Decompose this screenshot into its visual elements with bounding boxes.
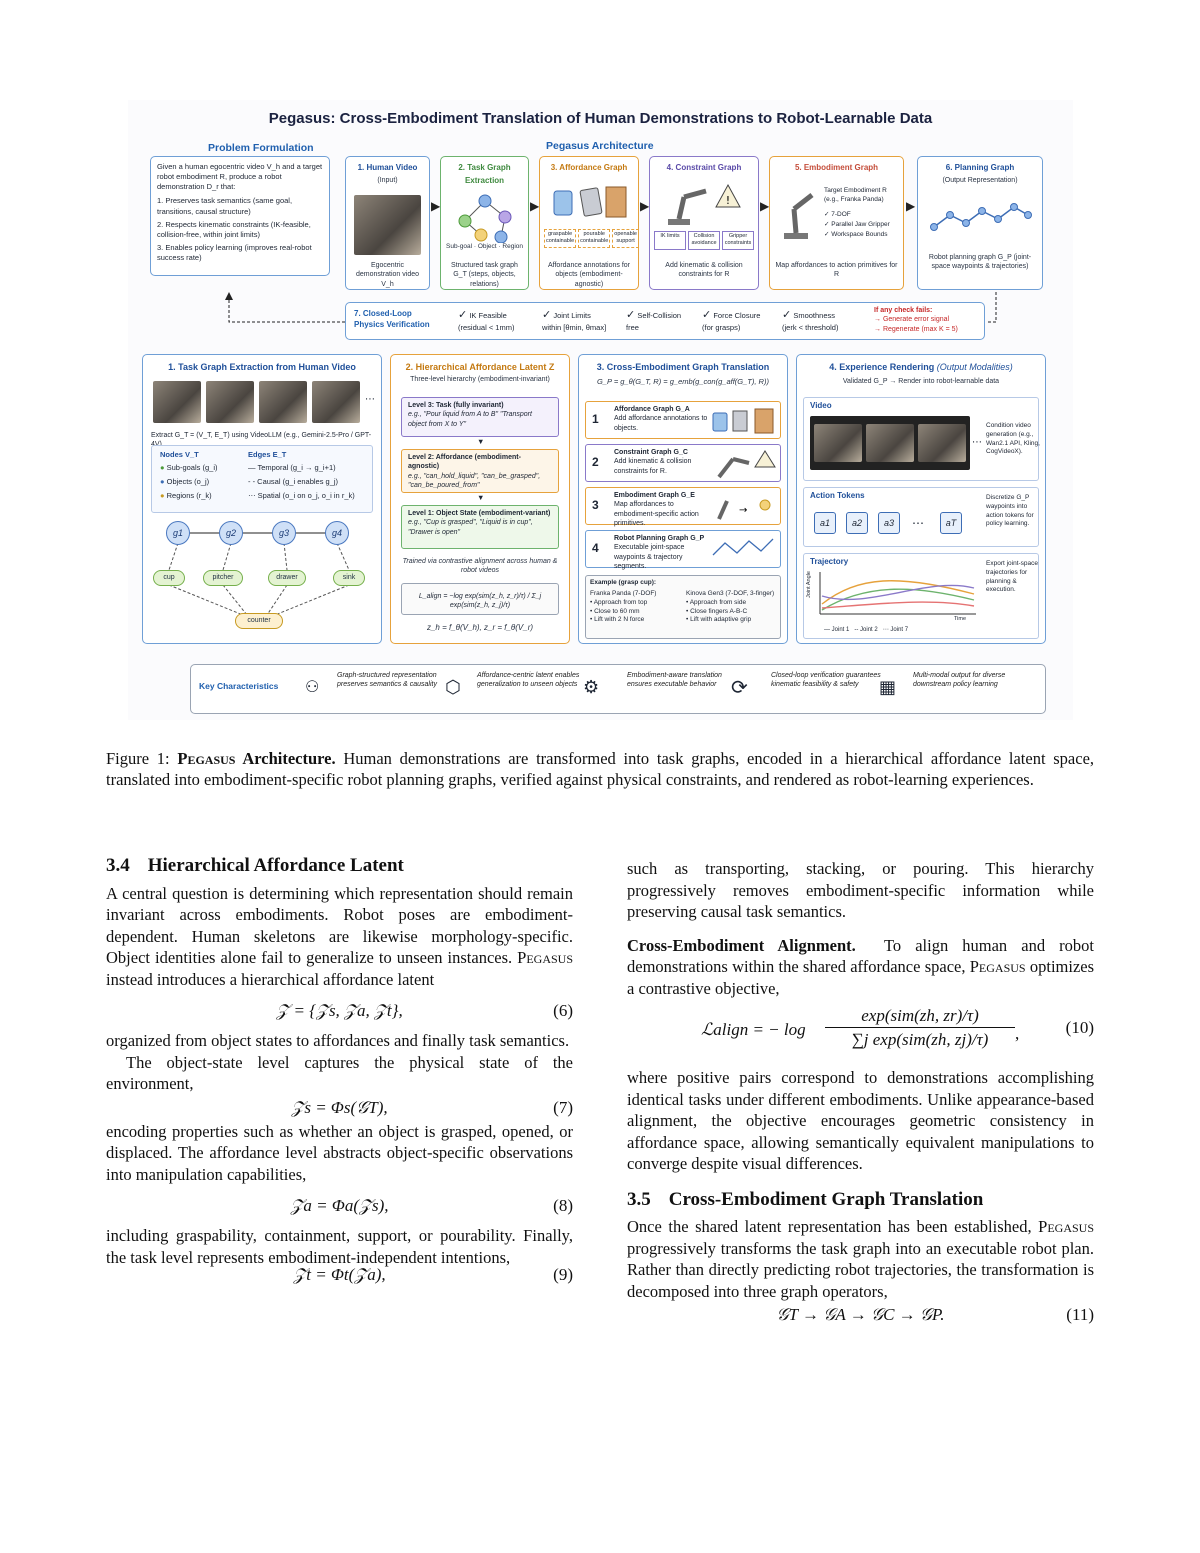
panel-experience-rendering bbox=[796, 354, 1046, 644]
check-detail: (jerk < threshold) bbox=[782, 322, 839, 332]
video-frame bbox=[153, 381, 201, 423]
check-dof: ✓ 7-DOF bbox=[824, 211, 851, 218]
caption-text: Human demonstrations are transformed into task graphs, encoded in a hierarchical affordance latent space, translated into embodiment-specific robot planning graphs, verified against physical constraints, and rendered as robot-learning experiences. bbox=[106, 749, 1095, 789]
equation-lhs: ℒalign = − log bbox=[701, 1020, 806, 1039]
section-number: 3.4 bbox=[106, 855, 130, 876]
video-frame bbox=[206, 381, 254, 423]
graph-leaf: cup bbox=[153, 570, 185, 586]
down-arrow-icon: ▼ bbox=[477, 493, 485, 502]
panel-task-graph-extraction bbox=[142, 354, 382, 644]
paragraph: including graspability, containment, support, or pourability. Finally, the task level represents embodiment-independent intentions, bbox=[106, 1226, 573, 1267]
stage-title: 1. Human Video bbox=[357, 163, 418, 172]
example-line: • Approach from top bbox=[590, 598, 648, 606]
stage-title: 4. Constraint Graph bbox=[666, 163, 742, 172]
action-token: a3 bbox=[878, 512, 900, 534]
franka-example bbox=[590, 590, 682, 625]
level-title: Level 1: Object State (embodiment-variant) bbox=[408, 510, 551, 517]
film-frame bbox=[866, 424, 914, 462]
film-strip bbox=[810, 416, 970, 470]
equation-number: (8) bbox=[553, 1196, 573, 1215]
stage-title: 5. Embodiment Graph bbox=[794, 163, 879, 172]
step-body: Add kinematic & collision constraints for R. bbox=[614, 458, 692, 475]
left-column bbox=[106, 855, 573, 1288]
text: Once the shared latent representation has been established, bbox=[627, 1217, 1032, 1236]
fail-title: If any check fails: bbox=[874, 307, 933, 314]
caption-bold: Architecture. bbox=[242, 749, 336, 768]
example-line: Franka Panda (7-DOF) bbox=[590, 590, 657, 597]
edge-label: Causal (g_i enables g_j) bbox=[257, 477, 339, 486]
extract-text: Extract G_T = (V_T, E_T) using VideoLLM (e.g., Gemini-2.5-Pro / GPT- bbox=[151, 432, 372, 439]
video-frame bbox=[259, 381, 307, 423]
traj-ylabel: Joint Angle bbox=[806, 571, 812, 598]
edge-type: - - Causal (g_i enables g_j) bbox=[248, 477, 339, 486]
level-task bbox=[401, 397, 559, 437]
stage-caption: Affordance annotations for objects (embodiment-agnostic) bbox=[548, 262, 630, 288]
svg-text:!: ! bbox=[725, 194, 731, 207]
output-title: Trajectory bbox=[810, 557, 849, 566]
edge-type: — Temporal (g_i → g_i+1) bbox=[248, 463, 336, 472]
fail-item: → Regenerate (max K = 5) bbox=[874, 325, 958, 333]
tag: graspable containable bbox=[544, 229, 576, 248]
verification-title: 7. Closed-Loop Physics Verification bbox=[354, 309, 430, 329]
check-detail: within [θmin, θmax] bbox=[542, 322, 607, 332]
text: instead introduces a hierarchical affordance latent bbox=[106, 969, 435, 989]
figure bbox=[128, 100, 1073, 720]
graph-leaf: counter bbox=[235, 613, 283, 629]
equation-number: (11) bbox=[1066, 1305, 1094, 1324]
kinova-example bbox=[686, 590, 782, 625]
panel-title: 2. Hierarchical Affordance Latent Z bbox=[405, 362, 555, 372]
trajectory-plot bbox=[818, 570, 978, 616]
tag: IK limits bbox=[654, 231, 686, 250]
figure-caption bbox=[106, 748, 1094, 790]
check-gripper: ✓ Parallel Jaw Gripper bbox=[824, 221, 890, 228]
node-type: ● Regions (r_k) bbox=[160, 491, 212, 500]
example-line: • Lift with 2 N force bbox=[590, 616, 645, 624]
stage-caption: Egocentric demonstration video V_h bbox=[355, 262, 420, 288]
text: Pegasus bbox=[1038, 1217, 1094, 1236]
film-frame bbox=[918, 424, 966, 462]
edge-type: ⋯ Spatial (o_i on o_j, o_i in r_k) bbox=[248, 491, 355, 500]
graph-icon: ⚇ bbox=[305, 679, 320, 696]
equation-8 bbox=[106, 1191, 573, 1221]
equation-number: (10) bbox=[1065, 1018, 1094, 1037]
action-token: aT bbox=[940, 512, 962, 534]
stage-title: 3. Affordance Graph bbox=[550, 163, 628, 172]
graph-leaf: drawer bbox=[268, 570, 306, 586]
output-desc: Discretize G_P waypoints into action tokens for policy learning. bbox=[986, 494, 1034, 528]
paragraph: encoding properties such as whether an object is grasped, opened, or displaced. The affordance level abstracts object-specific observations into manipulation capabilities, bbox=[106, 1121, 573, 1184]
graph-node: g4 bbox=[325, 521, 349, 545]
traj-legend bbox=[824, 626, 908, 634]
check-name: IK Feasible bbox=[469, 311, 507, 320]
legend-region: Region bbox=[502, 243, 523, 250]
arrow-icon: ▶ bbox=[431, 199, 441, 213]
nodes-edges-box bbox=[151, 445, 373, 513]
equation-11 bbox=[627, 1302, 1094, 1328]
check-name: Joint Limits bbox=[553, 311, 591, 320]
paragraph: The object-state level captures the physical state of the environment, bbox=[106, 1052, 573, 1093]
waypoints-icon bbox=[928, 197, 1034, 241]
panel-title: 1. Task Graph Extraction from Human Video bbox=[168, 362, 356, 372]
equation-10 bbox=[627, 1005, 1094, 1061]
trajectory-output bbox=[803, 553, 1039, 639]
step-number: 4 bbox=[592, 541, 599, 555]
equation-denominator: ∑j exp(sim(zh, zj)/τ) bbox=[851, 1030, 989, 1049]
problem-box bbox=[150, 156, 330, 276]
tag: pourable containable bbox=[578, 229, 610, 248]
check-name: Self-Collision bbox=[637, 311, 682, 320]
target-embodiment: Target Embodiment R (e.g., Franka Panda) bbox=[824, 187, 887, 203]
paragraph: where positive pairs correspond to demonstrations accomplishing identical tasks under different embodiments. Unlike appearance-based alignment, the objective encourages geometric consistency in affordance space, allowing semantically equivalent manipulations to converge despite visual differences. bbox=[627, 1068, 1094, 1173]
video-output bbox=[803, 397, 1039, 481]
output-desc: Condition video generation (e.g., Wan2.1 API, Kling, CogVideoX). bbox=[986, 422, 1040, 456]
equation-comma: , bbox=[1015, 1024, 1020, 1043]
step-title: Affordance Graph G_A bbox=[614, 406, 690, 413]
stage-embodiment-graph bbox=[769, 156, 904, 290]
film-icon: ▦ bbox=[879, 677, 897, 697]
text: Pegasus bbox=[517, 948, 574, 967]
task-graph-icon bbox=[451, 191, 519, 243]
tag: openable support bbox=[612, 229, 639, 248]
stage-sub: (Input) bbox=[377, 177, 398, 184]
example-box bbox=[585, 575, 781, 639]
equation-body: 𝒵a = Φa(𝒵s), bbox=[290, 1196, 389, 1215]
stage-task-graph bbox=[440, 156, 529, 290]
legend-joint-2: -- Joint 2 bbox=[854, 627, 878, 633]
panel-affordance-latent bbox=[390, 354, 570, 644]
robot-arm-icon: ⚙ bbox=[583, 677, 600, 697]
graph-node: g2 bbox=[219, 521, 243, 545]
equation-7 bbox=[106, 1095, 573, 1121]
key-item: Embodiment-aware translation ensures executable behavior bbox=[627, 672, 722, 689]
panel-sub: Three-level hierarchy (embodiment-invariant) bbox=[410, 376, 550, 383]
level-body: e.g., "Pour liquid from A to B" "Transport object from X to Y" bbox=[408, 411, 532, 428]
panel-title-sub: (Output Modalities) bbox=[936, 362, 1013, 372]
stage-human-video bbox=[345, 156, 430, 290]
constraint-tags bbox=[654, 231, 754, 250]
action-token: a1 bbox=[814, 512, 836, 534]
robot-arm-icon bbox=[662, 179, 748, 229]
arch-heading: Pegasus Architecture bbox=[546, 140, 654, 152]
legend-joint-7: ⋯ Joint 7 bbox=[882, 627, 909, 633]
stage-affordance-graph bbox=[539, 156, 639, 290]
text: A central question is determining which representation should remain invariant across embodiments. Robot poses are embodiment-dependent. Human skeletons are likewise morphology-specific. Object identities alone fail to generalize to unseen instances. bbox=[106, 883, 573, 967]
objects-icon bbox=[550, 183, 630, 223]
stage-sub: Extraction bbox=[464, 176, 505, 185]
equation-9 bbox=[106, 1262, 573, 1288]
stage-title: 6. Planning Graph bbox=[945, 163, 1015, 172]
stage-caption: Robot planning graph G_P (joint-space waypoints & trajectories) bbox=[928, 254, 1032, 271]
step-body: Add affordance annotations to objects. bbox=[614, 415, 708, 432]
check-name: Smoothness bbox=[793, 311, 836, 320]
refresh-icon: ⟳ bbox=[731, 677, 748, 699]
check-detail: (residual < 1mm) bbox=[458, 322, 515, 332]
task-graph-legend: Sub-goal · Object · Region bbox=[446, 243, 523, 250]
equation-number: (6) bbox=[553, 1001, 573, 1020]
step-title: Constraint Graph G_C bbox=[614, 449, 688, 456]
level-body: e.g., "can_hold_liquid", "can_be_grasped", "can_be_poured_from" bbox=[408, 472, 541, 490]
step-number: 1 bbox=[592, 412, 599, 426]
check-name: Force Closure bbox=[713, 311, 761, 320]
problem-item-3: 3. Enables policy learning (improves real-robot success rate) bbox=[157, 242, 312, 262]
problem-item-1: 1. Preserves task semantics (same goal, transitions, causal structure) bbox=[157, 196, 293, 216]
feedback-arrow-left bbox=[223, 292, 353, 332]
level-affordance bbox=[401, 449, 559, 493]
check-workspace: ✓ Workspace Bounds bbox=[824, 231, 888, 238]
example-line: Kinova Gen3 (7-DOF, 3-finger) bbox=[686, 590, 775, 597]
stage-caption: Structured task graph G_T (steps, objects, relations) bbox=[451, 262, 518, 288]
verification-box bbox=[345, 302, 985, 340]
edges-title: Edges E_T bbox=[248, 450, 287, 459]
encoder-formula: z_h = f_θ(V_h), z_r = f_θ(V_r) bbox=[426, 623, 534, 632]
example-line: • Approach from side bbox=[686, 598, 747, 606]
graph-node: g1 bbox=[166, 521, 190, 545]
caption-label: Figure 1: bbox=[106, 749, 170, 768]
equation-body: 𝒵 = {𝒵s, 𝒵a, 𝒵t}, bbox=[276, 1001, 403, 1020]
text: optimizes a contrastive objective, bbox=[627, 957, 1095, 998]
key-item: Closed-loop verification guarantees kinematic feasibility & safety bbox=[771, 672, 881, 689]
tag: Gripper constraints bbox=[722, 231, 754, 250]
trained-text: Trained via contrastive alignment across human & robot videos bbox=[402, 558, 558, 575]
key-title: Key Characteristics bbox=[199, 681, 279, 691]
check-smoothness: ✓ Smoothness (jerk < threshold) bbox=[782, 309, 839, 332]
key-characteristics bbox=[190, 664, 1046, 714]
nodes-title: Nodes V_T bbox=[160, 450, 199, 459]
step-body: Map affordances to embodiment-specific action primitives. bbox=[614, 501, 699, 528]
tag: Collision avoidance bbox=[688, 231, 720, 250]
stage-title: 2. Task Graph bbox=[458, 163, 511, 172]
paragraph: organized from object states to affordances and finally task semantics. bbox=[106, 1031, 570, 1050]
action-token: a2 bbox=[846, 512, 868, 534]
step-number: 2 bbox=[592, 455, 599, 469]
stage-caption: Map affordances to action primitives for R bbox=[775, 262, 898, 279]
legend-object: Object bbox=[477, 243, 497, 250]
output-title: Action Tokens bbox=[810, 491, 865, 500]
output-desc: Export joint-space trajectories for planning & execution. bbox=[986, 560, 1039, 594]
stage-sub: (Output Representation) bbox=[942, 177, 1018, 184]
legend-subgoal: Sub-goal bbox=[446, 243, 473, 250]
panel-title-main: 4. Experience Rendering bbox=[829, 362, 935, 372]
ellipsis-icon: ⋯ bbox=[365, 394, 375, 405]
right-column bbox=[627, 858, 1094, 1328]
down-arrow-icon: ▼ bbox=[477, 437, 485, 446]
edge-label: Temporal (g_i → g_i+1) bbox=[257, 463, 336, 472]
example-title: Example (grasp cup): bbox=[590, 579, 657, 586]
graph-leaf: pitcher bbox=[203, 570, 243, 586]
level-title: Level 2: Affordance (embodiment-agnostic) bbox=[408, 454, 521, 471]
key-item: Multi-modal output for diverse downstream policy learning bbox=[913, 672, 1006, 689]
equation-body: 𝒵s = Φs(𝒢T), bbox=[291, 1097, 388, 1117]
figure-title: Pegasus: Cross-Embodiment Translation of Human Demonstrations to Robot-Learnable Data bbox=[268, 110, 933, 127]
ellipsis-icon: ⋯ bbox=[972, 437, 982, 448]
arrow-icon: ▶ bbox=[640, 199, 650, 213]
problem-heading: Problem Formulation bbox=[208, 142, 314, 154]
graph-leaf: sink bbox=[333, 570, 365, 586]
step-number: 3 bbox=[592, 498, 599, 512]
legend-joint-1: — Joint 1 bbox=[824, 627, 850, 633]
example-line: • Close fingers A-B-C bbox=[686, 607, 748, 615]
equation-number: (7) bbox=[553, 1097, 573, 1117]
translation-icons bbox=[709, 405, 781, 565]
key-item: Graph-structured representation preserves semantics & causality bbox=[337, 672, 437, 689]
arrow-icon: ▶ bbox=[760, 199, 770, 213]
equation-6 bbox=[106, 996, 573, 1026]
equation-body: 𝒵t = Φt(𝒵a), bbox=[293, 1265, 386, 1284]
panel-sub: Validated G_P → Render into robot-learnable data bbox=[842, 378, 1000, 385]
caption-name: Pegasus bbox=[177, 749, 236, 768]
check-detail: (for grasps) bbox=[702, 322, 741, 332]
paragraph bbox=[627, 1216, 1094, 1302]
problem-intro: Given a human egocentric video V_h and a target robot embodiment R, produce a robot demonstration D_r that: bbox=[157, 162, 323, 192]
step-body: Executable joint-space waypoints & trajectory segments. bbox=[614, 544, 685, 571]
text: Pegasus bbox=[969, 957, 1026, 976]
translation-formula: G_P = g_θ(G_T, R) = g_emb(g_con(g_aff(G_T), R)) bbox=[597, 377, 769, 386]
check-ik: ✓ IK Feasible (residual < 1mm) bbox=[458, 309, 515, 332]
equation-number: (9) bbox=[553, 1265, 573, 1284]
graph-node: g3 bbox=[272, 521, 296, 545]
robot-arm-icon bbox=[780, 183, 820, 243]
fail-item: → Generate error signal bbox=[874, 316, 950, 324]
stage-constraint-graph bbox=[649, 156, 759, 290]
paragraph bbox=[106, 883, 573, 991]
video-thumbnail bbox=[354, 195, 421, 255]
arrow-icon: ▶ bbox=[906, 199, 916, 213]
token-ellipsis: ⋯ bbox=[912, 516, 924, 530]
stage-planning-graph bbox=[917, 156, 1043, 290]
loss-formula: L_align = −log exp(sim(z_h, z_r)/τ) / Σ_j exp(sim(z_h, z_j)/τ) bbox=[401, 583, 559, 615]
panel-title bbox=[797, 361, 1045, 373]
edge-label: Spatial (o_i on o_j, o_i in r_k) bbox=[257, 491, 355, 500]
check-self-collision: ✓ Self-Collision free bbox=[626, 309, 682, 332]
level-object-state bbox=[401, 505, 559, 549]
run-in-heading: Cross-Embodiment Alignment. bbox=[627, 935, 856, 955]
text: To align human and robot demonstrations within the shared affordance space, bbox=[627, 935, 1095, 976]
check-detail: free bbox=[626, 322, 639, 332]
arrow-icon: ▶ bbox=[530, 199, 540, 213]
node-label: Regions (r_k) bbox=[166, 491, 212, 500]
node-type: ● Sub-goals (g_i) bbox=[160, 463, 218, 472]
problem-item-2: 2. Respects kinematic constraints (IK-feasible, collision-free, within joint limits) bbox=[157, 219, 311, 239]
example-line: • Lift with adaptive grip bbox=[686, 616, 752, 624]
feedback-arrow-right bbox=[984, 292, 1004, 332]
section-title: Cross-Embodiment Graph Translation bbox=[668, 1188, 984, 1210]
stage-caption: Add kinematic & collision constraints for R bbox=[665, 262, 743, 279]
key-item: Affordance-centric latent enables generalization to unseen objects bbox=[477, 672, 580, 689]
section-heading bbox=[106, 855, 573, 877]
text: progressively transforms the task graph into an executable robot plan. Rather than directly predicting robot trajectories, the transformation is decomposed into three graph operators, bbox=[627, 1238, 1094, 1301]
equation-numerator: exp(sim(zh, zr)/τ) bbox=[825, 1005, 1015, 1028]
section-heading bbox=[627, 1189, 1094, 1211]
level-title: Level 3: Task (fully invariant) bbox=[408, 402, 504, 409]
svg-text:→: → bbox=[739, 505, 748, 516]
equation-body: 𝒢T → 𝒢A → 𝒢C → 𝒢P. bbox=[776, 1305, 945, 1324]
step-title: Robot Planning Graph G_P bbox=[614, 535, 705, 542]
step-title: Embodiment Graph G_E bbox=[614, 492, 695, 499]
example-line: • Close to 60 mm bbox=[590, 607, 640, 615]
check-force-closure: ✓ Force Closure (for grasps) bbox=[702, 309, 761, 332]
section-title: Hierarchical Affordance Latent bbox=[147, 855, 404, 876]
node-label: Sub-goals (g_i) bbox=[166, 463, 218, 472]
video-frame bbox=[312, 381, 360, 423]
output-title: Video bbox=[810, 401, 832, 410]
paragraph: such as transporting, stacking, or pouring. This hierarchy progressively removes embodiment-specific information while preserving causal task semantics. bbox=[627, 859, 1094, 921]
section-number: 3.5 bbox=[627, 1188, 651, 1210]
node-label: Objects (o_j) bbox=[166, 477, 210, 486]
panel-title: 3. Cross-Embodiment Graph Translation bbox=[596, 362, 770, 372]
film-frame bbox=[814, 424, 862, 462]
node-type: ● Objects (o_j) bbox=[160, 477, 210, 486]
affordance-tags bbox=[544, 229, 637, 248]
panel-graph-translation bbox=[578, 354, 788, 644]
level-body: e.g., "Cup is grasped", "Liquid is in cup", "Drawer is open" bbox=[408, 519, 533, 536]
fail-block bbox=[874, 306, 958, 334]
cube-icon: ⬡ bbox=[445, 677, 461, 697]
paragraph bbox=[627, 935, 1094, 1000]
traj-xlabel: Time bbox=[954, 616, 967, 622]
check-joint-limits: ✓ Joint Limits within [θmin, θmax] bbox=[542, 309, 607, 332]
action-tokens-output bbox=[803, 487, 1039, 547]
